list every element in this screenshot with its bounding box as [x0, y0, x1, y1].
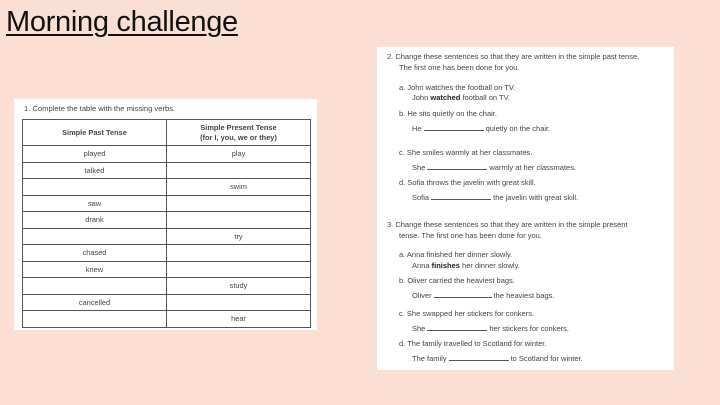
table-row — [23, 212, 311, 229]
q2d-post: the javelin with great skill. — [493, 193, 579, 202]
present-cell — [167, 261, 311, 278]
q3c-blank[interactable] — [427, 323, 487, 331]
q2d-pre: Sofia — [412, 193, 430, 202]
present-cell: try — [167, 228, 311, 245]
q3a-answer-bold: finishes — [431, 261, 460, 270]
worksheet-sentences — [377, 47, 674, 370]
header-present-line2: (for I, you, we or they) — [200, 132, 277, 142]
q2a-sentence: a. John watches the football on TV. — [399, 83, 516, 92]
q2d-answer — [412, 192, 578, 202]
q3d-pre: The family — [412, 354, 447, 363]
present-cell: hear — [167, 311, 311, 328]
q2c-post: warmly at her classmates. — [489, 163, 577, 172]
present-cell — [167, 294, 311, 311]
table-row — [23, 278, 311, 295]
past-cell: saw — [23, 195, 167, 212]
past-cell — [23, 179, 167, 196]
q3c-post: her stickers for conkers. — [489, 324, 569, 333]
q3a-answer — [412, 261, 520, 270]
present-cell: swim — [167, 179, 311, 196]
q3b-blank[interactable] — [434, 290, 492, 298]
q2a-answer-post: football on TV. — [460, 93, 510, 102]
verb-table — [22, 119, 311, 328]
table-row — [23, 294, 311, 311]
table-row — [23, 245, 311, 262]
q2b-post: quietly on the chair. — [485, 124, 551, 133]
q2c-pre: She — [412, 163, 426, 172]
past-cell: chased — [23, 245, 167, 262]
past-cell: drank — [23, 212, 167, 229]
header-present — [167, 120, 311, 146]
q3-instruction-line1: 3. Change these sentences so that they are written in the simple present — [387, 220, 628, 229]
q2b-sentence: b. He sits quietly on the chair. — [399, 109, 497, 118]
header-present-line1: Simple Present Tense — [200, 122, 277, 132]
present-cell — [167, 245, 311, 262]
q2b-answer — [412, 123, 550, 133]
q3a-answer-post: her dinner slowly. — [459, 261, 520, 270]
q2b-pre: He — [412, 124, 422, 133]
q2d-sentence: d. Sofia throws the javelin with great skill. — [399, 178, 536, 187]
past-cell: cancelled — [23, 294, 167, 311]
q2-instruction-line2: The first one has been done for you. — [399, 63, 520, 72]
q2b-blank[interactable] — [424, 123, 484, 131]
table-header-row — [23, 120, 311, 146]
past-cell: played — [23, 146, 167, 163]
q3a-sentence: a. Anna finished her dinner slowly. — [399, 250, 513, 259]
present-cell — [167, 162, 311, 179]
q2a-answer-bold: watched — [430, 93, 461, 102]
q3d-answer — [412, 353, 583, 363]
present-cell — [167, 212, 311, 229]
q3d-sentence: d. The family travelled to Scotland for winter. — [399, 339, 547, 348]
q2c-answer — [412, 162, 576, 172]
q3c-pre: She — [412, 324, 426, 333]
past-cell — [23, 228, 167, 245]
table-row — [23, 311, 311, 328]
q3-instruction-line2: tense. The first one has been done for you. — [399, 231, 542, 240]
table-row — [23, 261, 311, 278]
q2-instruction-line1: 2. Change these sentences so that they are written in the simple past tense. — [387, 52, 640, 61]
present-cell: study — [167, 278, 311, 295]
table-row — [23, 179, 311, 196]
q3b-post: the heaviest bags. — [493, 291, 555, 300]
past-cell: talked — [23, 162, 167, 179]
worksheet-verb-table — [14, 99, 317, 330]
q2a-answer-pre: John — [412, 93, 431, 102]
q3d-post: to Scotland for winter. — [510, 354, 583, 363]
past-cell — [23, 278, 167, 295]
q3b-sentence: b. Oliver carried the heaviest bags. — [399, 276, 515, 285]
q2a-answer — [412, 93, 510, 102]
table-row — [23, 162, 311, 179]
q3a-answer-pre: Anna — [412, 261, 432, 270]
past-cell — [23, 311, 167, 328]
table-row — [23, 228, 311, 245]
q2d-blank[interactable] — [431, 192, 491, 200]
slide-title: Morning challenge — [6, 6, 238, 38]
past-cell: knew — [23, 261, 167, 278]
q3b-pre: Oliver — [412, 291, 432, 300]
table-row — [23, 195, 311, 212]
q2c-blank[interactable] — [427, 162, 487, 170]
q3c-sentence: c. She swapped her stickers for conkers. — [399, 309, 535, 318]
present-cell — [167, 195, 311, 212]
present-cell: play — [167, 146, 311, 163]
header-past: Simple Past Tense — [23, 120, 167, 146]
q3c-answer — [412, 323, 569, 333]
table-instruction: 1. Complete the table with the missing verbs. — [24, 104, 176, 113]
q3d-blank[interactable] — [449, 353, 509, 361]
q3b-answer — [412, 290, 554, 300]
table-row — [23, 146, 311, 163]
q2c-sentence: c. She smiles warmly at her classmates. — [399, 148, 533, 157]
